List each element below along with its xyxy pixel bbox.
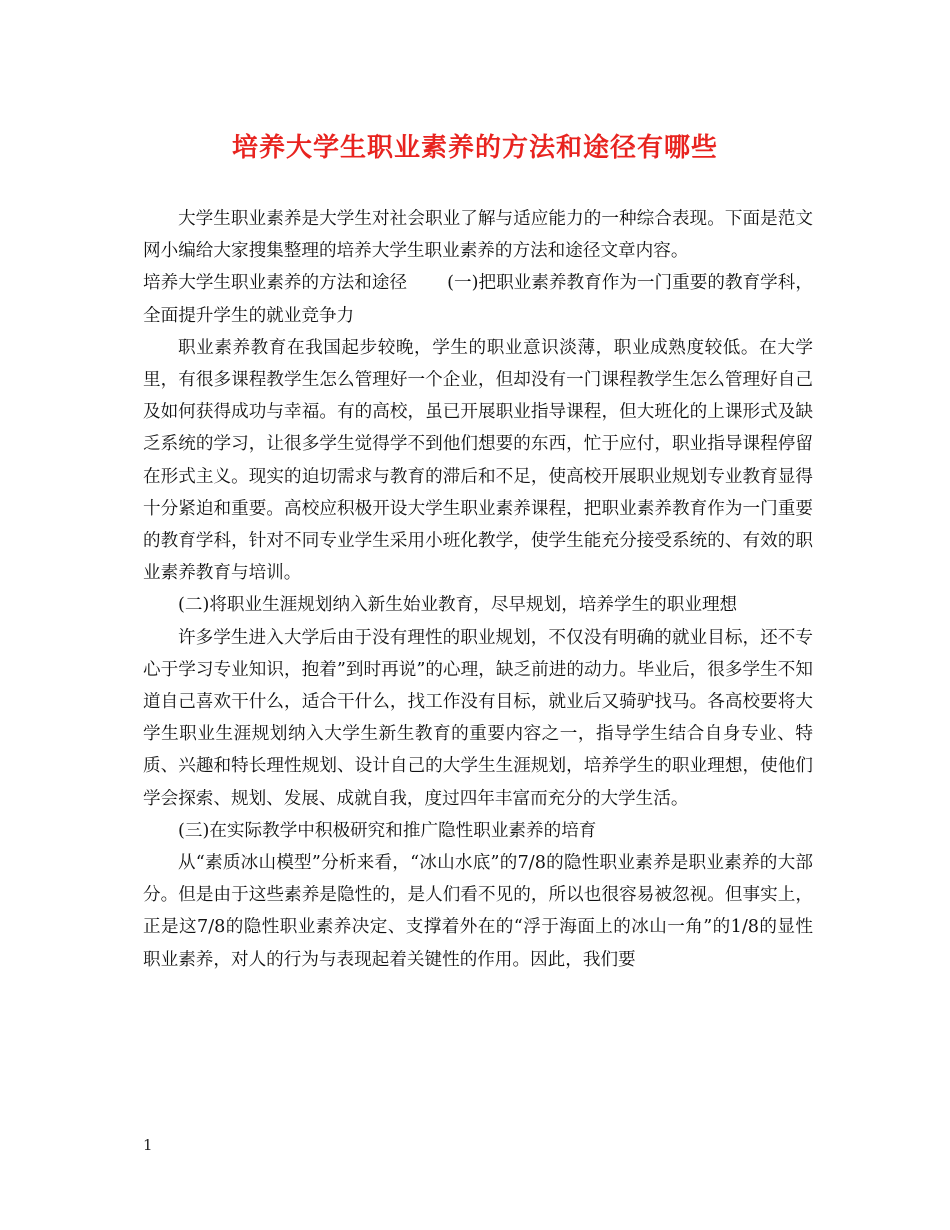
heading-2: (二)将职业生涯规划纳入新生始业教育，尽早规划，培养学生的职业理想 — [178, 595, 738, 616]
intro-paragraph: 大学生职业素养是大学生对社会职业了解与适应能力的一种综合表现。下面是范文网小编给大家搜集整理的培养大学生职业素养的方法和途径文章内容。 — [143, 209, 813, 262]
page-number: 1 — [143, 1136, 153, 1154]
section-line — [143, 267, 813, 331]
heading-3: (三)在实际教学中积极研究和推广隐性职业素养的培育 — [178, 820, 597, 841]
paragraph-3: 从“素质冰山模型”分析来看，“冰山水底”的7/8的隐性职业素养是职业素养的大部分。但是由于这些素养是隐性的，是人们看不见的，所以也很容易被忽视。但事实上，正是这7/8的隐性职业素养决定、支撑着外在的“浮于海面上的冰山一角”的1/8的显性职业素养，对人的行为与表现起着关键性的作用。因此，我们要 — [143, 853, 813, 970]
heading-1: (一)把职业素养教育作为一门重要的教育学科，全面提升学生的就业竞争力 — [143, 273, 813, 326]
paragraph-2: 许多学生进入大学后由于没有理性的职业规划，不仅没有明确的就业目标，还不专心于学习专业知识，抱着”到时再说”的心理，缺乏前进的动力。毕业后，很多学生不知道自己喜欢干什么，适合干什么，找工作没有目标，就业后又骑驴找马。各高校要将大学生职业生涯规划纳入大学生新生教育的重要内容之一，指导学生结合自身专业、特质、兴趣和特长理性规划、设计自己的大学生生涯规划，培养学生的职业理想，使他们学会探索、规划、发展、成就自我，度过四年丰富而充分的大学生活。 — [143, 627, 813, 809]
document-body — [143, 203, 813, 976]
paragraph-1: 职业素养教育在我国起步较晚，学生的职业意识淡薄，职业成熟度较低。在大学里，有很多课程教学生怎么管理好一个企业，但却没有一门课程教学生怎么管理好自己及如何获得成功与幸福。有的高校，虽已开展职业指导课程，但大班化的上课形式及缺乏系统的学习，让很多学生觉得学不到他们想要的东西，忙于应付，职业指导课程停留在形式主义。现实的迫切需求与教育的滞后和不足，使高校开展职业规划专业教育显得十分紧迫和重要。高校应积极开设大学生职业素养课程，把职业素养教育作为一门重要的教育学科，针对不同专业学生采用小班化教学，使学生能充分接受系统的、有效的职业素养教育与培训。 — [143, 337, 813, 584]
document-title: 培养大学生职业素养的方法和途径有哪些 — [231, 133, 718, 163]
section-title: 培养大学生职业素养的方法和途径 — [143, 273, 408, 294]
